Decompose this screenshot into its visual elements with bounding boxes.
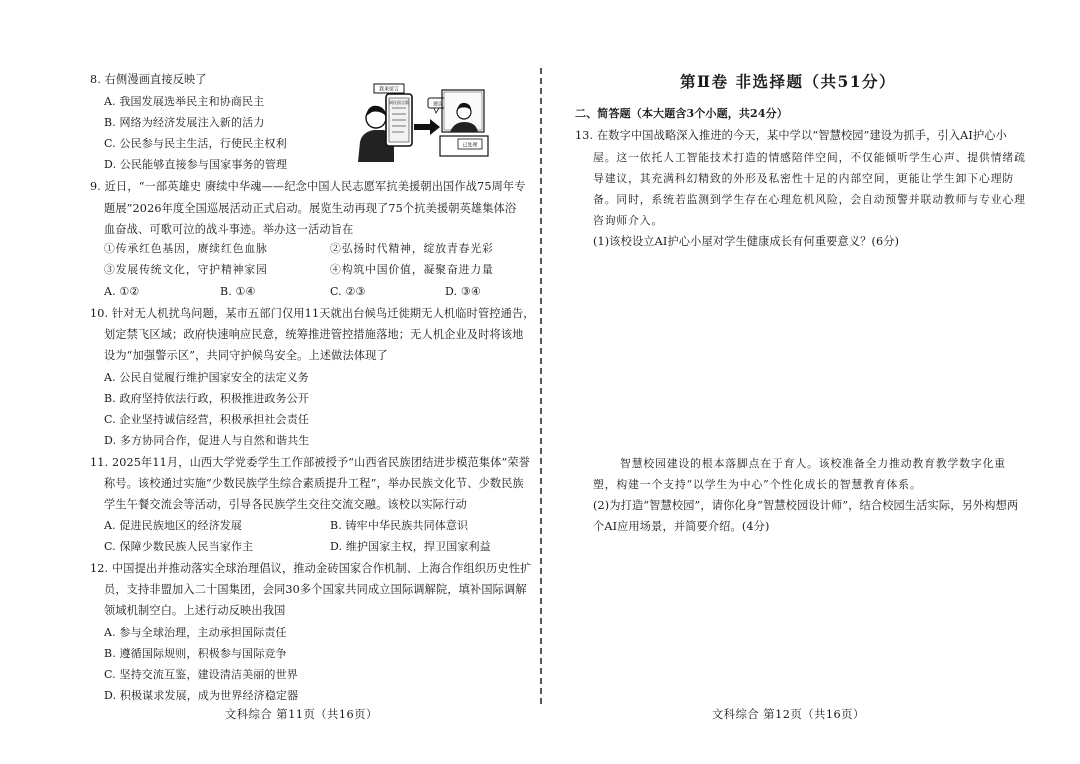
q9-item-3: ③发展传统文化，守护精神家园 xyxy=(104,263,268,276)
q11-option-c: C. 保障少数民族人民当家作主 xyxy=(104,540,254,553)
q12-option-a: A. 参与全球治理，主动承担国际责任 xyxy=(104,626,287,639)
q13-sub1: (1)该校设立AI护心小屋对学生健康成长有何重要意义？(6分) xyxy=(593,235,900,248)
cartoon-desk-label: 已处理 xyxy=(462,142,478,149)
part-heading: 二、简答题（本大题含3个小题，共24分） xyxy=(575,107,788,120)
q11-option-b: B. 铸牢中华民族共同体意识 xyxy=(330,519,469,532)
q10-option-b: B. 政府坚持依法行政，积极推进政务公开 xyxy=(104,392,310,405)
cartoon-bubble-text: 建议 xyxy=(432,101,444,108)
q9-stem-line-2: 题展”2026年度全国巡展活动正式启动。展览生动再现了75个抗美援朝英雄集体浴 xyxy=(104,202,517,215)
q8-option-b: B. 网络为经济发展注入新的活力 xyxy=(104,116,265,129)
q8-option-a: A. 我国发展选举民主和协商民主 xyxy=(104,95,265,108)
q10-option-c: C. 企业坚持诚信经营，积极承担社会责任 xyxy=(104,413,310,426)
q9-stem-line-3: 血奋战、可歌可泣的战斗事迹。举办这一活动旨在 xyxy=(104,223,354,236)
q8-option-c: C. 公民参与民主生活，行使民主权利 xyxy=(104,137,287,150)
q10-option-d: D. 多方协同合作，促进人与自然和谐共生 xyxy=(104,434,310,447)
q13-sub2-line-1: (2)为打造“智慧校园”，请你化身“智慧校园设计师”，结合校园生活实际，另外构想两 xyxy=(593,499,1019,512)
right-page-footer: 文科综合 第12页（共16页） xyxy=(712,708,865,721)
q9-stem-line-1: 9. 近日，“一部英雄史 赓续中华魂——纪念中国人民志愿军抗美援朝出国作战75周年专 xyxy=(90,180,526,193)
q13-sub2-line-2: 个AI应用场景，并简要介绍。(4分) xyxy=(593,520,770,533)
q10-stem-line-3: 设为“加强警示区”，共同守护候鸟安全。上述做法体现了 xyxy=(104,349,388,362)
q9-item-2: ②弘扬时代精神，绽放青春光彩 xyxy=(330,242,494,255)
q13-stem-line-5: 咨询师介入。 xyxy=(593,214,664,227)
q12-option-d: D. 积极谋求发展，成为世界经济稳定器 xyxy=(104,689,299,702)
q12-stem-line-1: 12. 中国提出并推动落实全球治理倡议，推动金砖国家合作机制、上海合作组织历史性扩 xyxy=(90,562,532,575)
q9-item-4: ④构筑中国价值，凝聚奋进力量 xyxy=(330,263,494,276)
q13-stem-line-3: 导建议，其充满科幻精致的外形及私密性十足的内部空间，更能让学生卸下心理防 xyxy=(593,172,1015,185)
q8-option-d: D. 公民能够直接参与国家事务的管理 xyxy=(104,158,288,171)
q10-stem-line-1: 10. 针对无人机扰鸟问题，某市五部门仅用11天就出台候鸟迁徙期无人机临时管控通告， xyxy=(90,307,535,320)
q10-stem-line-2: 划定禁飞区域；政府快速响应民意，统筹推进管控措施落地；无人机企业及时将该地 xyxy=(104,328,524,341)
cartoon-phone-text: 网民留言版 xyxy=(389,100,409,105)
q11-option-d: D. 维护国家主权，捍卫国家利益 xyxy=(330,540,491,553)
q13-para2-line-1: 智慧校园建设的根本落脚点在于育人。该校准备全力推动教育教学数字化重 xyxy=(620,457,1006,470)
q12-option-b: B. 遵循国际规则，积极参与国际竞争 xyxy=(104,647,287,660)
page-divider xyxy=(540,68,542,704)
q12-option-c: C. 坚持交流互鉴，建设清洁美丽的世界 xyxy=(104,668,298,681)
q11-stem-line-2: 称号。该校通过实施“少数民族学生综合素质提升工程”，举办民族文化节、少数民族 xyxy=(104,477,524,490)
q9-option-a: A. ①② xyxy=(104,285,140,298)
q11-stem-line-3: 学生午餐交流会等活动，引导各民族学生交往交流交融。该校以实际行动 xyxy=(104,498,467,511)
q13-stem-line-2: 屋。这一依托人工智能技术打造的情感陪伴空间，不仅能倾听学生心声、提供情绪疏 xyxy=(593,151,1026,164)
q9-option-b: B. ①④ xyxy=(220,285,256,298)
q13-stem-line-4: 备。同时，系统若监测到学生存在心理危机风险，会自动预警并联动教师与专业心理 xyxy=(593,193,1026,206)
q11-stem-line-1: 11. 2025年11月，山西大学党委学生工作部被授予“山西省民族团结进步模范集体”荣誉 xyxy=(90,456,531,469)
arrow-right-icon xyxy=(414,119,440,135)
q12-stem-line-3: 领域机制空白。上述行动反映出我国 xyxy=(104,604,286,617)
q8-cartoon-illustration xyxy=(354,82,490,162)
section-title: 第Ⅱ卷 非选择题（共51分） xyxy=(680,72,897,91)
q12-stem-line-2: 员，支持非盟加入二十国集团，会同30多个国家共同成立国际调解院，填补国际调解 xyxy=(104,583,527,596)
q9-option-c: C. ②③ xyxy=(330,285,366,298)
q13-para2-line-2: 塑，构建一个支持“以学生为中心”个性化成长的智慧教育体系。 xyxy=(593,478,922,491)
q9-option-d: D. ③④ xyxy=(445,285,481,298)
q11-option-a: A. 促进民族地区的经济发展 xyxy=(104,519,243,532)
q10-option-a: A. 公民自觉履行维护国家安全的法定义务 xyxy=(104,371,309,384)
q9-item-1: ①传承红色基因，赓续红色血脉 xyxy=(104,242,268,255)
left-page-footer: 文科综合 第11页（共16页） xyxy=(225,708,378,721)
cartoon-sign-text: 我来留言 xyxy=(378,86,400,93)
q13-stem-line-1: 13. 在数字中国战略深入推进的今天，某中学以“智慧校园”建设为抓手，引入AI护心小 xyxy=(575,129,1007,142)
q8-stem: 8. 右侧漫画直接反映了 xyxy=(90,73,207,86)
